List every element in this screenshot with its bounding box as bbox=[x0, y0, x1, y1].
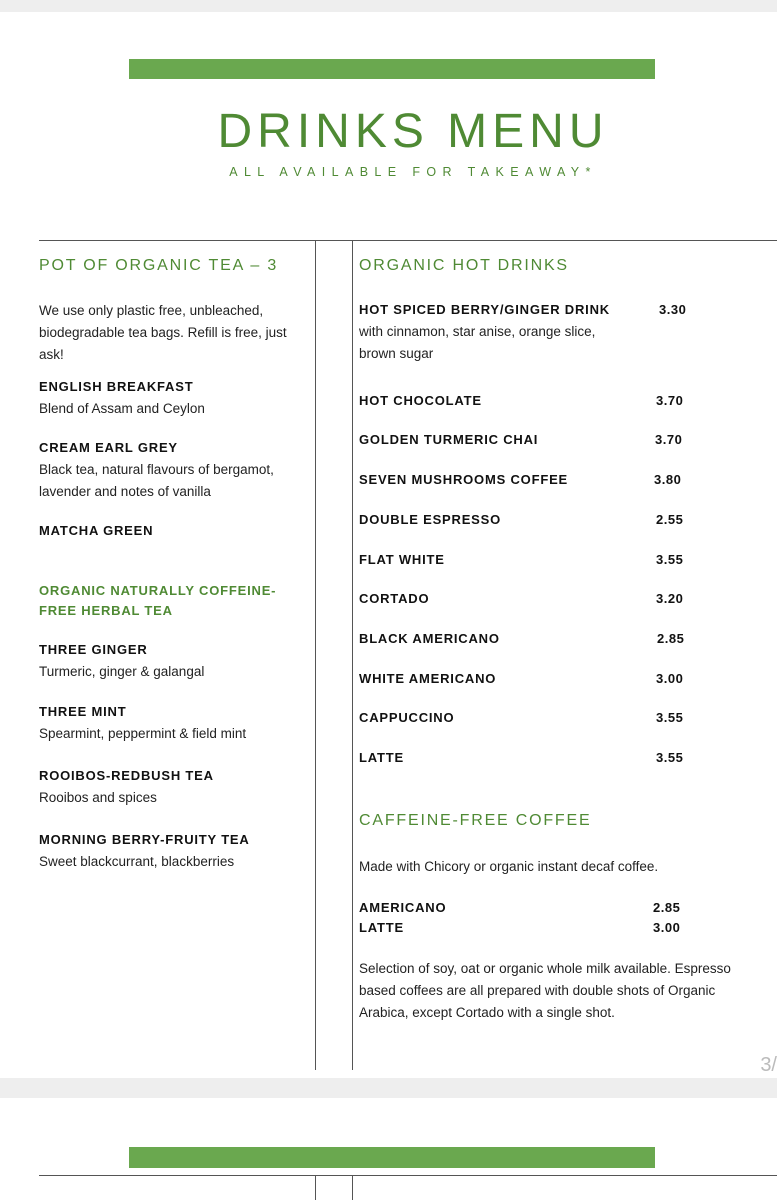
herbal-item-desc: Rooibos and spices bbox=[39, 790, 157, 805]
tea-item-name: ENGLISH BREAKFAST bbox=[39, 379, 194, 394]
drink-item-price: 3.20 bbox=[656, 591, 684, 606]
herbal-item-desc: Sweet blackcurrant, blackberries bbox=[39, 854, 235, 869]
column-divider-left bbox=[315, 1175, 316, 1200]
drink-item-desc: with cinnamon, star anise, orange slice, brown sugar bbox=[359, 324, 596, 361]
herbal-section-heading: ORGANIC NATURALLY COFFEINE-FREE HERBAL TEA bbox=[39, 583, 277, 618]
page-subtitle: ALL AVAILABLE FOR TAKEAWAY* bbox=[229, 165, 597, 179]
column-divider-left bbox=[315, 240, 316, 1070]
hot-drinks-heading: ORGANIC HOT DRINKS bbox=[359, 257, 569, 274]
herbal-item-name: THREE GINGER bbox=[39, 642, 148, 657]
drink-item-price: 3.55 bbox=[656, 552, 684, 567]
decaf-item-price: 3.00 bbox=[653, 920, 681, 935]
header-accent-bar bbox=[129, 1147, 655, 1168]
herbal-item-name: ROOIBOS-REDBUSH TEA bbox=[39, 768, 214, 783]
herbal-item-name: THREE MINT bbox=[39, 704, 127, 719]
herbal-item-desc: Turmeric, ginger & galangal bbox=[39, 664, 205, 679]
tea-item-name: CREAM EARL GREY bbox=[39, 440, 178, 455]
page-number: 3/ bbox=[760, 1054, 777, 1076]
drink-item-name: GOLDEN TURMERIC CHAI bbox=[359, 432, 539, 447]
drink-item-price: 2.85 bbox=[657, 631, 685, 646]
drink-item-price: 3.55 bbox=[656, 750, 684, 765]
drink-item-name: HOT CHOCOLATE bbox=[359, 393, 482, 408]
section-divider bbox=[39, 240, 777, 241]
drink-item-price: 3.70 bbox=[655, 432, 683, 447]
tea-item-desc: Black tea, natural flavours of bergamot, lavender and notes of vanilla bbox=[39, 462, 274, 499]
drink-item-name: SEVEN MUSHROOMS COFFEE bbox=[359, 472, 569, 487]
drink-item-price: 3.00 bbox=[656, 671, 684, 686]
column-divider-right bbox=[352, 240, 353, 1070]
column-divider-right bbox=[352, 1175, 353, 1200]
drink-item-name: LATTE bbox=[359, 750, 404, 765]
page-title: DRINKS MENU bbox=[217, 105, 609, 158]
decaf-item-price: 2.85 bbox=[653, 900, 681, 915]
menu-page bbox=[0, 12, 777, 1078]
milk-note: Selection of soy, oat or organic whole milk available. Espresso based coffees are all prepared with double shots of Organic Arabica, except Cortado with a single shot. bbox=[359, 961, 731, 1020]
decaf-item-name: AMERICANO bbox=[359, 900, 447, 915]
header-accent-bar bbox=[129, 59, 655, 79]
drink-item-name: HOT SPICED BERRY/GINGER DRINK bbox=[359, 302, 610, 317]
next-menu-page bbox=[0, 1098, 777, 1200]
drink-item-price: 2.55 bbox=[656, 512, 684, 527]
decaf-intro: Made with Chicory or organic instant decaf coffee. bbox=[359, 859, 659, 874]
drink-item-name: DOUBLE ESPRESSO bbox=[359, 512, 502, 527]
herbal-item-name: MORNING BERRY-FRUITY TEA bbox=[39, 832, 250, 847]
section-divider bbox=[39, 1175, 777, 1176]
drink-item-price: 3.55 bbox=[656, 710, 684, 725]
drink-item-name: FLAT WHITE bbox=[359, 552, 445, 567]
herbal-item-desc: Spearmint, peppermint & field mint bbox=[39, 726, 247, 741]
tea-section-heading: POT OF ORGANIC TEA – 3 bbox=[39, 257, 279, 274]
drink-item-name: CAPPUCCINO bbox=[359, 710, 455, 725]
drink-item-name: CORTADO bbox=[359, 591, 430, 606]
drink-item-name: WHITE AMERICANO bbox=[359, 671, 497, 686]
drink-item-name: BLACK AMERICANO bbox=[359, 631, 500, 646]
drink-item-price: 3.80 bbox=[654, 472, 682, 487]
tea-item-desc: Blend of Assam and Ceylon bbox=[39, 401, 205, 416]
decaf-section-heading: CAFFEINE-FREE COFFEE bbox=[359, 812, 592, 829]
drink-item-price: 3.70 bbox=[656, 393, 684, 408]
drink-item-price: 3.30 bbox=[659, 302, 687, 317]
tea-intro: We use only plastic free, unbleached, biodegradable tea bags. Refill is free, just ask! bbox=[39, 303, 287, 362]
decaf-item-name: LATTE bbox=[359, 920, 404, 935]
tea-item-name: MATCHA GREEN bbox=[39, 523, 154, 538]
